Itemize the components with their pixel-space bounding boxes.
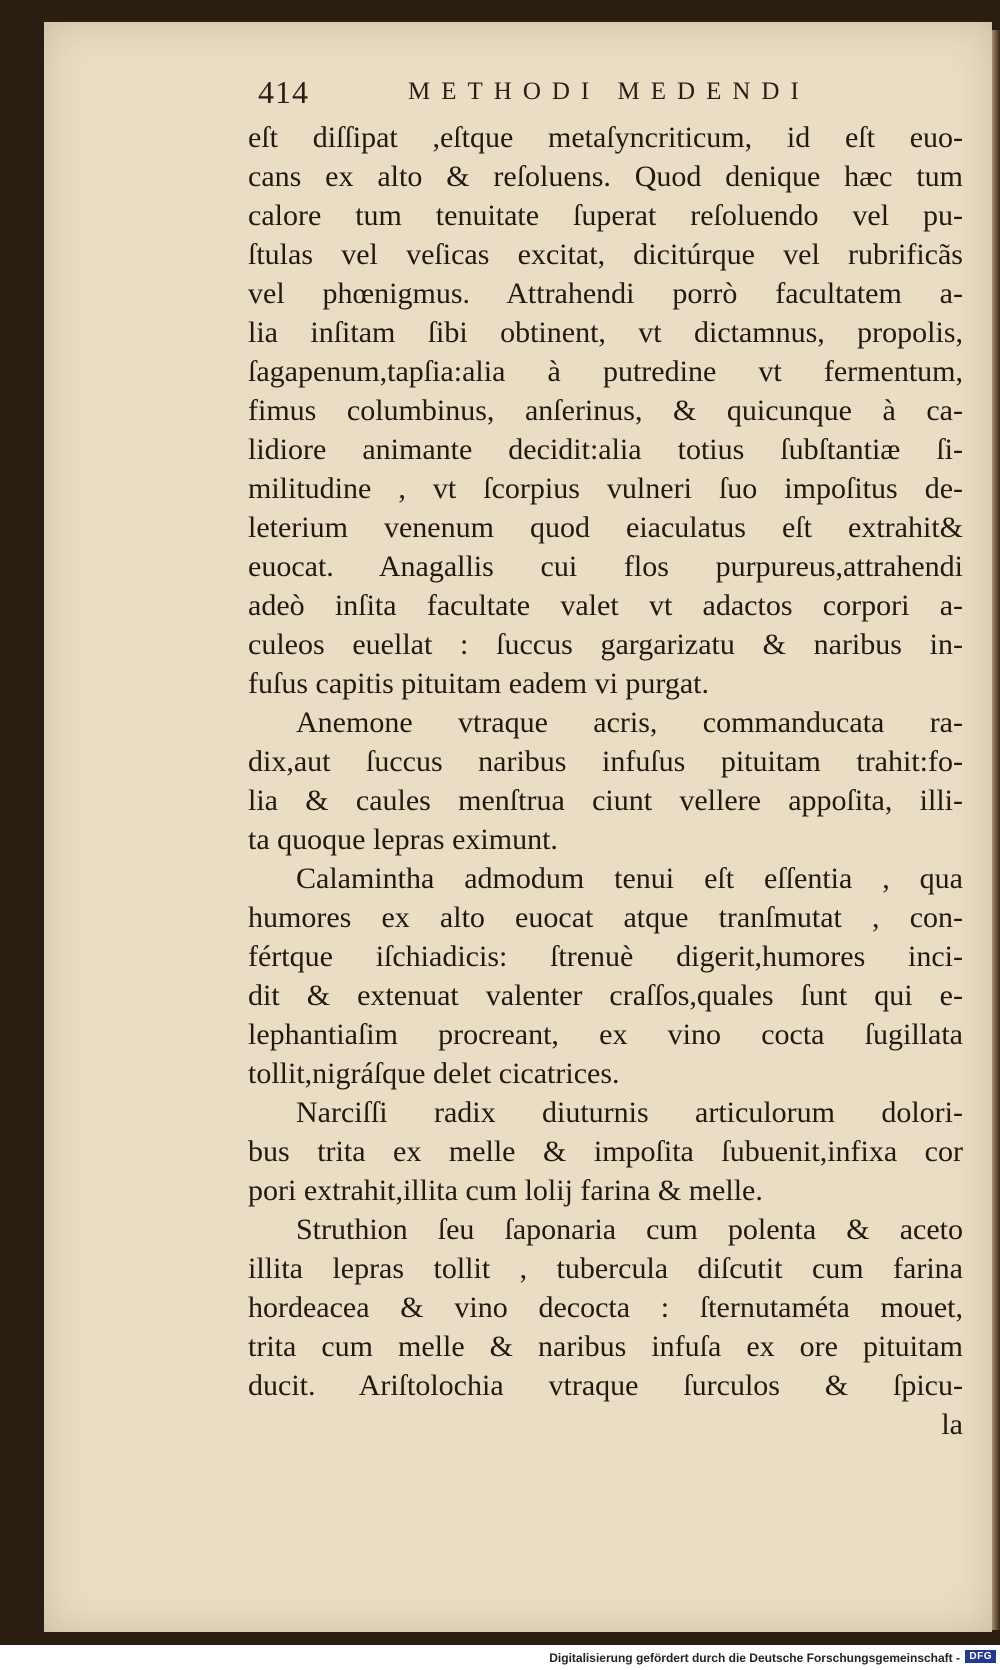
text-line: fuſus capitis pituitam eadem vi purgat. (248, 667, 710, 700)
text-line: bus trita ex melle & impoſita ſubuenit,infixa cor (248, 1135, 963, 1168)
text-line: Anemone vtraque acris, commanducata ra- (296, 706, 963, 739)
text-line: ducit. Ariſtolochia vtraque ſurculos & ſpicu- (248, 1369, 963, 1402)
digitization-footer (0, 1645, 1000, 1670)
text-line: ſagapenum,tapſia:alia à putredine vt fermentum, (248, 355, 963, 388)
text-line: pori extrahit,illita cum lolij farina & melle. (248, 1174, 763, 1207)
text-line: militudine , vt ſcorpius vulneri ſuo impoſitus de- (248, 472, 963, 505)
text-line: ſtulas vel veſicas excitat, dicitúrque vel rubrificãs (248, 238, 963, 271)
text-line: cans ex alto & reſoluens. Quod denique hæc tum (248, 160, 963, 193)
text-line: trita cum melle & naribus infuſa ex ore pituitam (248, 1330, 963, 1363)
text-line: lia inſitam ſibi obtinent, vt dictamnus, propolis, (248, 316, 963, 349)
text-line: fértque iſchiadicis: ſtrenuè digerit,humores inci- (248, 940, 963, 973)
text-line: humores ex alto euocat atque tranſmutat , con- (248, 901, 963, 934)
text-line: adeò inſita facultate valet vt adactos corpori a- (248, 589, 963, 622)
text-line: eſt diſſipat ,eſtque metaſyncriticum, id eſt euo- (248, 121, 963, 154)
text-line: lidiore animante decidit:alia totius ſubſtantiæ ſi- (248, 433, 963, 466)
body-text (248, 118, 963, 1444)
text-line: Narciſſi radix diuturnis articulorum dolori- (296, 1096, 963, 1129)
text-line: euocat. Anagallis cui flos purpureus,attrahendi (248, 550, 963, 583)
text-line: tollit,nigráſque delet cicatrices. (248, 1057, 620, 1090)
text-line: calore tum tenuitate ſuperat reſoluendo vel pu- (248, 199, 963, 232)
text-line: leterium venenum quod eiaculatus eſt extrahit& (248, 511, 963, 544)
text-line: lephantiaſim procreant, ex vino cocta ſugillata (248, 1018, 963, 1051)
text-line: culeos euellat : ſuccus gargarizatu & naribus in- (248, 628, 963, 661)
dfg-logo: DFG (965, 1650, 996, 1663)
funding-credit: Digitalisierung gefördert durch die Deutsche Forschungsgemeinschaft - (549, 1651, 960, 1665)
page-header (258, 74, 918, 118)
running-head: METHODI MEDENDI (408, 78, 810, 105)
text-line: Struthion ſeu ſaponaria cum polenta & aceto (296, 1213, 963, 1246)
text-line: vel phœnigmus. Attrahendi porrò facultatem a- (248, 277, 963, 310)
text-line: illita lepras tollit , tubercula diſcutit cum farina (248, 1252, 963, 1285)
text-line: ta quoque lepras eximunt. (248, 823, 558, 856)
text-line: Calamintha admodum tenui eſt eſſentia , qua (296, 862, 963, 895)
text-line: dit & extenuat valenter craſſos,quales ſunt qui e- (248, 979, 963, 1012)
text-line: lia & caules menſtrua ciunt vellere appoſita, illi- (248, 784, 963, 817)
page-number: 414 (258, 74, 309, 110)
catchword: la (941, 1408, 963, 1441)
text-line: fimus columbinus, anſerinus, & quicunque à ca- (248, 394, 963, 427)
text-line: hordeacea & vino decocta : ſternutaméta mouet, (248, 1291, 963, 1324)
text-line: dix,aut ſuccus naribus infuſus pituitam trahit:fo- (248, 745, 963, 778)
